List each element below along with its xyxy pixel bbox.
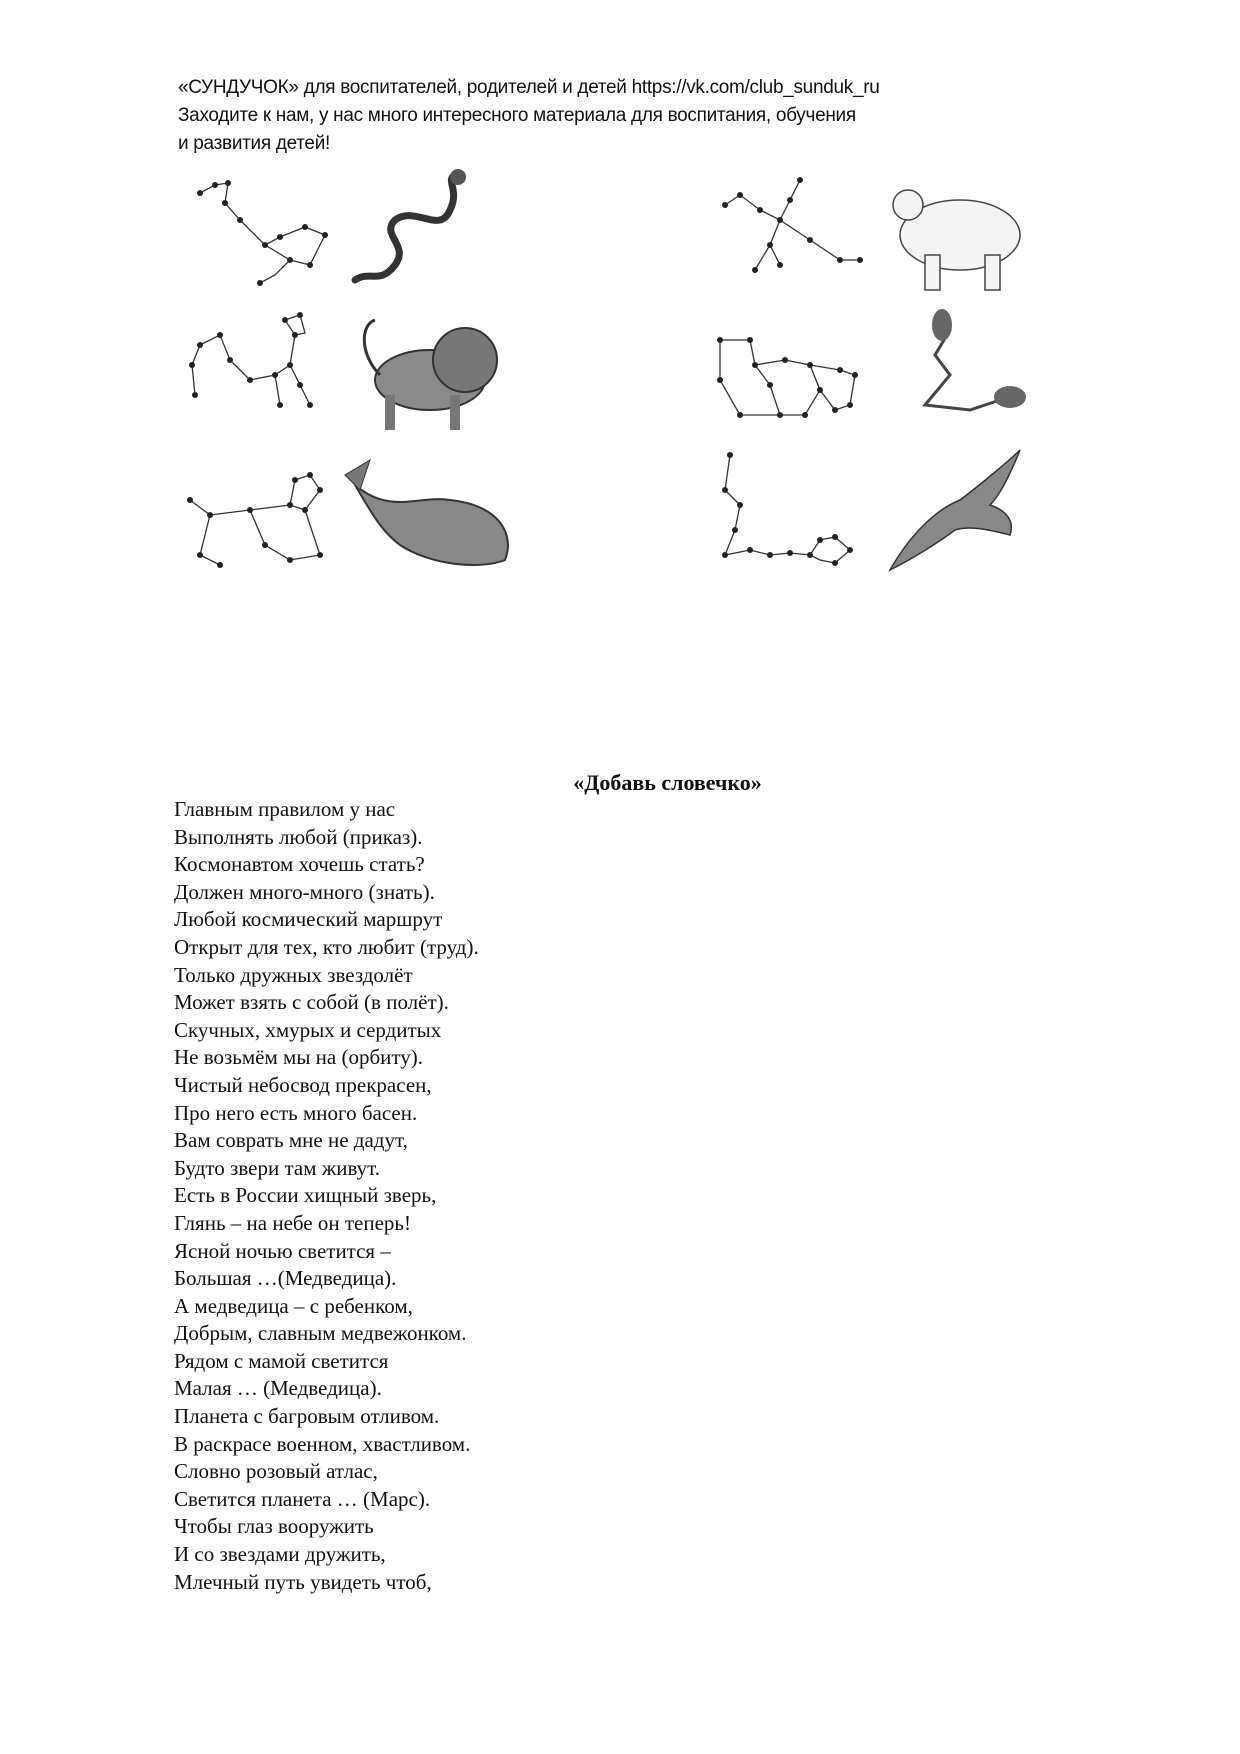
page-header bbox=[178, 74, 880, 158]
poem-line: А медведица – с ребенком, bbox=[174, 1293, 413, 1318]
poem-line: Ясной ночью светится – bbox=[174, 1238, 391, 1263]
poem-line: Малая … (Медведица). bbox=[174, 1376, 382, 1401]
snake-icon bbox=[355, 175, 455, 280]
poem-line: Млечный путь увидеть чтоб, bbox=[174, 1569, 432, 1594]
poem-line: Словно розовый атлас, bbox=[174, 1459, 378, 1484]
poem-line: Про него есть много басен. bbox=[174, 1100, 418, 1125]
bear-icon bbox=[893, 190, 1020, 290]
whale-icon bbox=[345, 460, 508, 565]
poem-line: Любой космический маршрут bbox=[174, 907, 443, 932]
header-line: Заходите к нам, у нас много интересного материала для воспитания, обучения bbox=[178, 105, 856, 126]
poem-line: Вам соврать мне не дадут, bbox=[174, 1128, 408, 1153]
eagle-icon bbox=[890, 450, 1020, 570]
constellation-whale-pair bbox=[180, 445, 520, 585]
poem-line: В раскрасе военном, хвастливом. bbox=[174, 1431, 471, 1456]
poem-line: Будто звери там живут. bbox=[174, 1155, 381, 1180]
constellation-diagram bbox=[717, 337, 858, 418]
section-title: «Добавь словечко» bbox=[573, 770, 762, 795]
poem-line: Главным правилом у нас bbox=[174, 797, 396, 821]
constellation-diagram bbox=[197, 180, 328, 286]
poem-line: Планета с багровым отливом. bbox=[174, 1404, 440, 1429]
constellation-bear-pair bbox=[710, 165, 1050, 300]
constellation-diagram bbox=[189, 312, 313, 408]
fish-icon bbox=[925, 309, 1026, 410]
lion-icon bbox=[364, 320, 497, 430]
poem-line: Добрым, славным медвежонком. bbox=[174, 1321, 467, 1346]
poem-line: Должен много-много (знать). bbox=[174, 879, 435, 904]
poem-line: Светится планета … (Марс). bbox=[174, 1486, 431, 1511]
constellation-lion-pair bbox=[180, 305, 520, 440]
poem-line: Только дружных звездолёт bbox=[174, 962, 413, 987]
poem-line: Большая …(Медведица). bbox=[174, 1266, 397, 1291]
poem-line: Глянь – на небе он теперь! bbox=[174, 1210, 411, 1235]
constellation-diagram bbox=[722, 177, 863, 273]
constellation-diagram bbox=[722, 452, 853, 566]
poem-line: Космонавтом хочешь стать? bbox=[174, 852, 425, 877]
poem-line: И со звездами дружить, bbox=[174, 1542, 386, 1567]
poem bbox=[174, 796, 479, 1596]
header-line: «СУНДУЧОК» для воспитателей, родителей и детей https://vk.com/club_sunduk_ru bbox=[178, 77, 880, 98]
poem-line: Может взять с собой (в полёт). bbox=[174, 990, 449, 1015]
poem-line: Не возьмём мы на (орбиту). bbox=[174, 1045, 424, 1070]
poem-line: Выполнять любой (приказ). bbox=[174, 824, 423, 849]
poem-line: Скучных, хмурых и сердитых bbox=[174, 1017, 442, 1042]
poem-line: Чистый небосвод прекрасен, bbox=[174, 1072, 432, 1097]
poem-line: Рядом с мамой светится bbox=[174, 1348, 389, 1373]
constellation-eagle-pair bbox=[710, 445, 1050, 585]
header-line: и развития детей! bbox=[178, 133, 330, 154]
poem-line: Открыт для тех, кто любит (труд). bbox=[174, 934, 479, 959]
poem-line: Есть в России хищный зверь, bbox=[174, 1183, 437, 1208]
poem-line: Чтобы глаз вооружить bbox=[174, 1514, 374, 1539]
constellation-snake-pair bbox=[180, 165, 520, 300]
constellation-fish-pair bbox=[710, 305, 1050, 440]
constellation-diagram bbox=[187, 472, 323, 568]
